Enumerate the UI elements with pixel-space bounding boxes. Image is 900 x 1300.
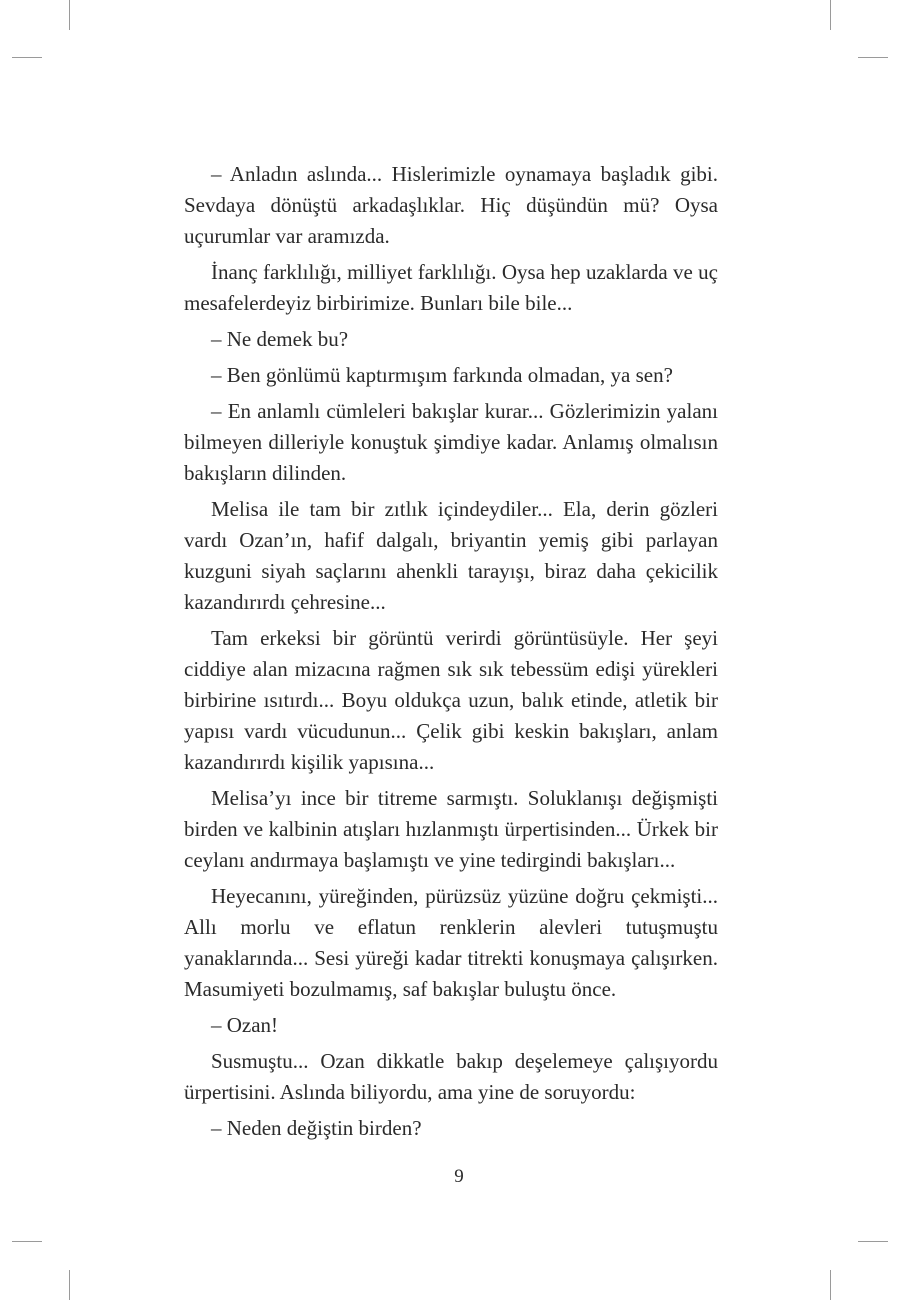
paragraph: Heyecanını, yüreğinden, pürüzsüz yüzüne doğru çekmişti... Allı morlu ve eflatun renklerin alevleri tutuşmuştu yanaklarında... Sesi yüreği kadar titrekti konuşmaya çalışırken. Masumiyeti bozulmamış, saf bakışlar buluştu önce. [184,884,718,1001]
dialogue-line: – Neden değiştin birden? [211,1116,422,1140]
paragraph: – Anladın aslında... Hislerimizle oynamaya başladık gibi. Sevdaya dönüştü arkadaşlıklar. Hiç düşündün mü? Oysa uçurumlar var aramızda. [184,162,718,248]
crop-mark-bottom-left [69,1270,70,1300]
crop-mark-top-right [830,0,831,30]
dialogue-line: – Ne demek bu? [211,327,349,351]
paragraph: Susmuştu... Ozan dikkatle bakıp deşelemeye çalışıyordu ürpertisini. Aslında biliyordu, ama yine de soruyordu: [184,1049,718,1104]
paragraph: Melisa’yı ince bir titreme sarmıştı. Soluklanışı değişmişti birden ve kalbinin atışları hızlanmıştı ürpertisinden... Ürkek bir ceylanı andırmaya başlamıştı ve yine tedirgindi bakışları... [184,786,718,872]
dialogue-line: – Ben gönlümü kaptırmışım farkında olmadan, ya sen? [211,363,673,387]
crop-mark-bottom-right-horizontal [858,1241,888,1242]
paragraph: Tam erkeksi bir görüntü verirdi görüntüsüyle. Her şeyi ciddiye alan mizacına rağmen sık sık tebessüm edişi yürekleri birbirine ısıtırdı... Boyu oldukça uzun, balık etinde, atletik bir yapısı vardı vücudunun... Çelik gibi keskin bakışları, anlam kazandırırdı kişilik yapısına... [184,626,718,774]
crop-mark-bottom-left-horizontal [12,1241,42,1242]
crop-mark-top-right-horizontal [858,57,888,58]
page-body [184,159,718,1149]
dialogue-line: – Ozan! [211,1013,279,1037]
crop-mark-bottom-right [830,1270,831,1300]
paragraph: – En anlamlı cümleleri bakışlar kurar... Gözlerimizin yalanı bilmeyen dilleriyle konuştuk şimdiye kadar. Anlamış olmalısın bakışların dilinden. [184,399,718,485]
paragraph: Melisa ile tam bir zıtlık içindeydiler... Ela, derin gözleri vardı Ozan’ın, hafif dalgalı, briyantin yemiş gibi parlayan kuzguni siyah saçlarını ahenkli tarayışı, biraz daha çekicilik kazandırırdı çehresine... [184,497,718,614]
crop-mark-top-left-horizontal [12,57,42,58]
page-number: 9 [454,1166,464,1187]
crop-mark-top-left [69,0,70,30]
paragraph: İnanç farklılığı, milliyet farklılığı. Oysa hep uzaklarda ve uç mesafelerdeyiz birbirimize. Bunları bile bile... [184,260,718,315]
